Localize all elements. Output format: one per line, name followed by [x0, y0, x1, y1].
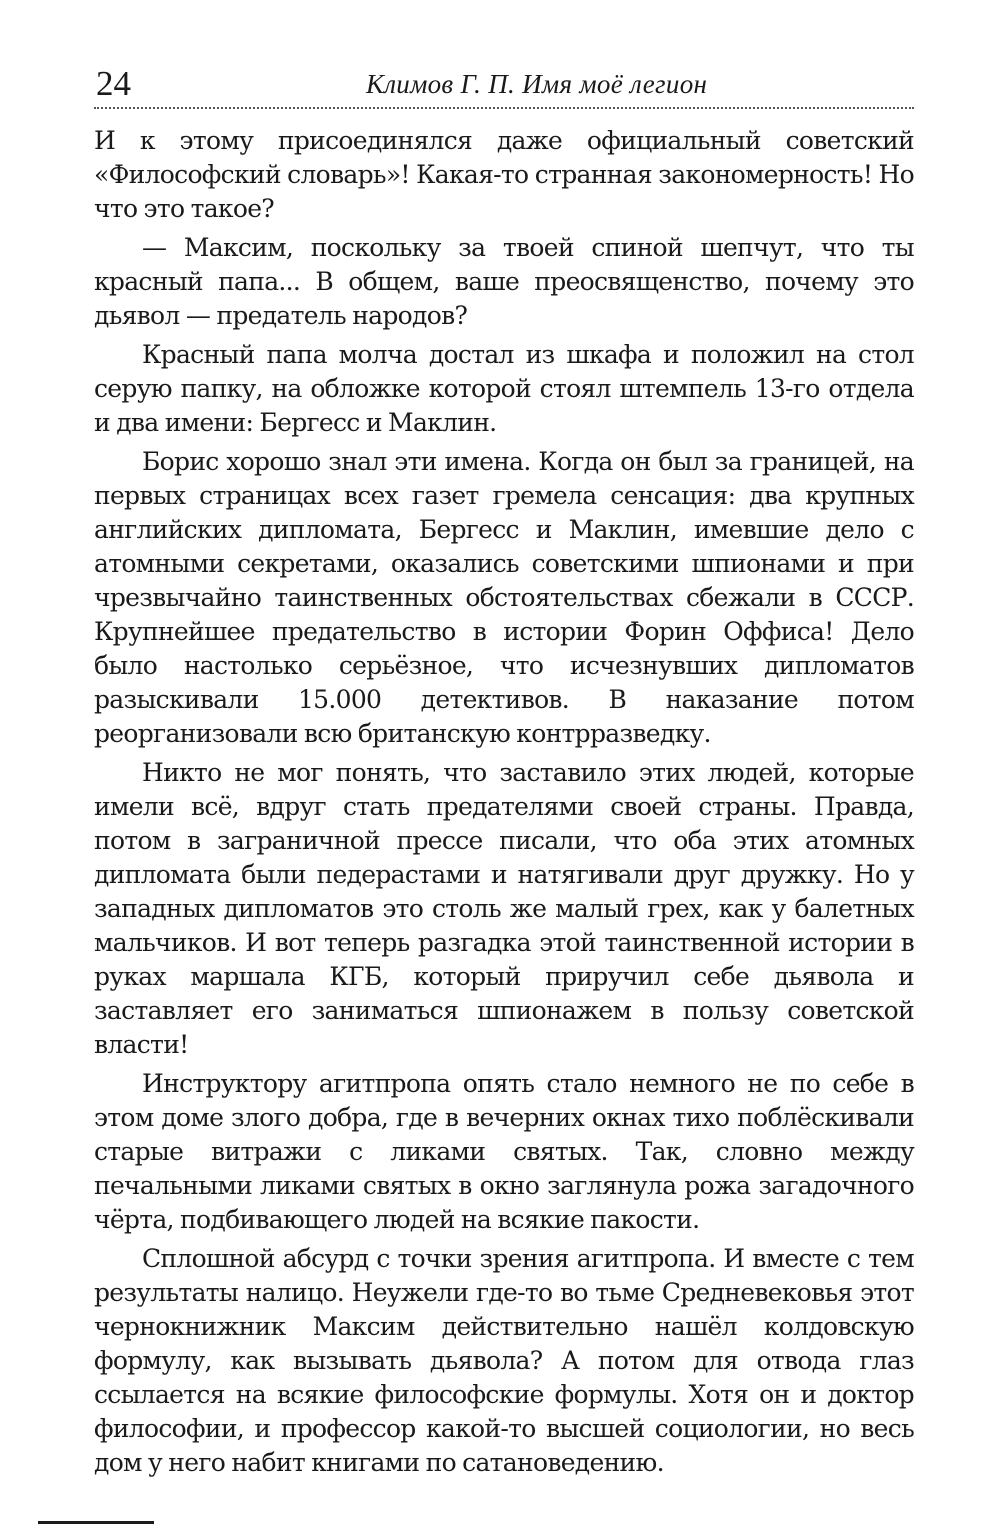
- paragraph-3: Красный папа молча достал из шкафа и положил на стол серую папку, на обложке которой стоял штемпель 13-го отдела и два имени: Бергесс и Маклин.: [94, 340, 914, 437]
- paragraph-4: Борис хорошо знал эти имена. Когда он был за границей, на первых страницах всех газет гремела сенсация: два крупных английских дипломата, Бергесс и Маклин, имевшие дело с атомными секретами, оказались советскими шпионами и при чрезвычайно таинственных обстоятельствах сбежали в СССР. Крупнейшее предательство в истории Форин Оффиса! Дело было настолько серьёзное, что исчезнувших дипломатов разыскивали 15.000 детективов. В наказание потом реорганизовали всю британскую контрразведку.: [94, 447, 914, 748]
- page-header: [96, 62, 914, 106]
- header-divider: [94, 107, 914, 109]
- footnote-rule: [38, 1521, 154, 1524]
- paragraph-5: Никто не мог понять, что заставило этих людей, которые имели всё, вдруг стать предателями своей страны. Правда, потом в заграничной прессе писали, что оба этих атомных дипломата были педерастами и натягивали друг дружку. Но у западных дипломатов это столь же малый грех, как у балетных мальчиков. И вот теперь разгадка этой таинственной истории в руках маршала КГБ, который приручил себе дьявола и заставляет его заниматься шпионажем в пользу советской власти!: [94, 758, 914, 1059]
- paragraph-7: Сплошной абсурд с точки зрения агитпропа. И вместе с тем результаты налицо. Неужели где-то во тьме Средневековья этот чернокнижник Максим действительно нашёл колдовскую формулу, как вызывать дьявола? А потом для отвода глаз ссылается на всякие философские формулы. Хотя он и доктор философии, и профессор какой-то высшей социологии, но весь дом у него набит книгами по сатановедению.: [94, 1244, 914, 1477]
- page-number: 24: [96, 64, 131, 103]
- paragraph-6: Инструктору агитпропа опять стало немного не по себе в этом доме злого добра, где в вечерних окнах тихо поблёскивали старые витражи с ликами святых. Так, словно между печальными ликами святых в окно заглянула рожа загадочного чёрта, подбивающего людей на всякие пакости.: [94, 1069, 914, 1234]
- paragraph-1: И к этому присоединялся даже официальный советский «Философский словарь»! Какая-то странная закономерность! Но что это такое?: [94, 126, 914, 223]
- body-text: [94, 124, 914, 1485]
- paragraph-2: — Максим, поскольку за твоей спиной шепчут, что ты красный папа... В общем, ваше преосвященство, почему это дьявол — предатель народов?: [94, 233, 914, 330]
- running-title: Климов Г. П. Имя моё легион: [366, 69, 708, 99]
